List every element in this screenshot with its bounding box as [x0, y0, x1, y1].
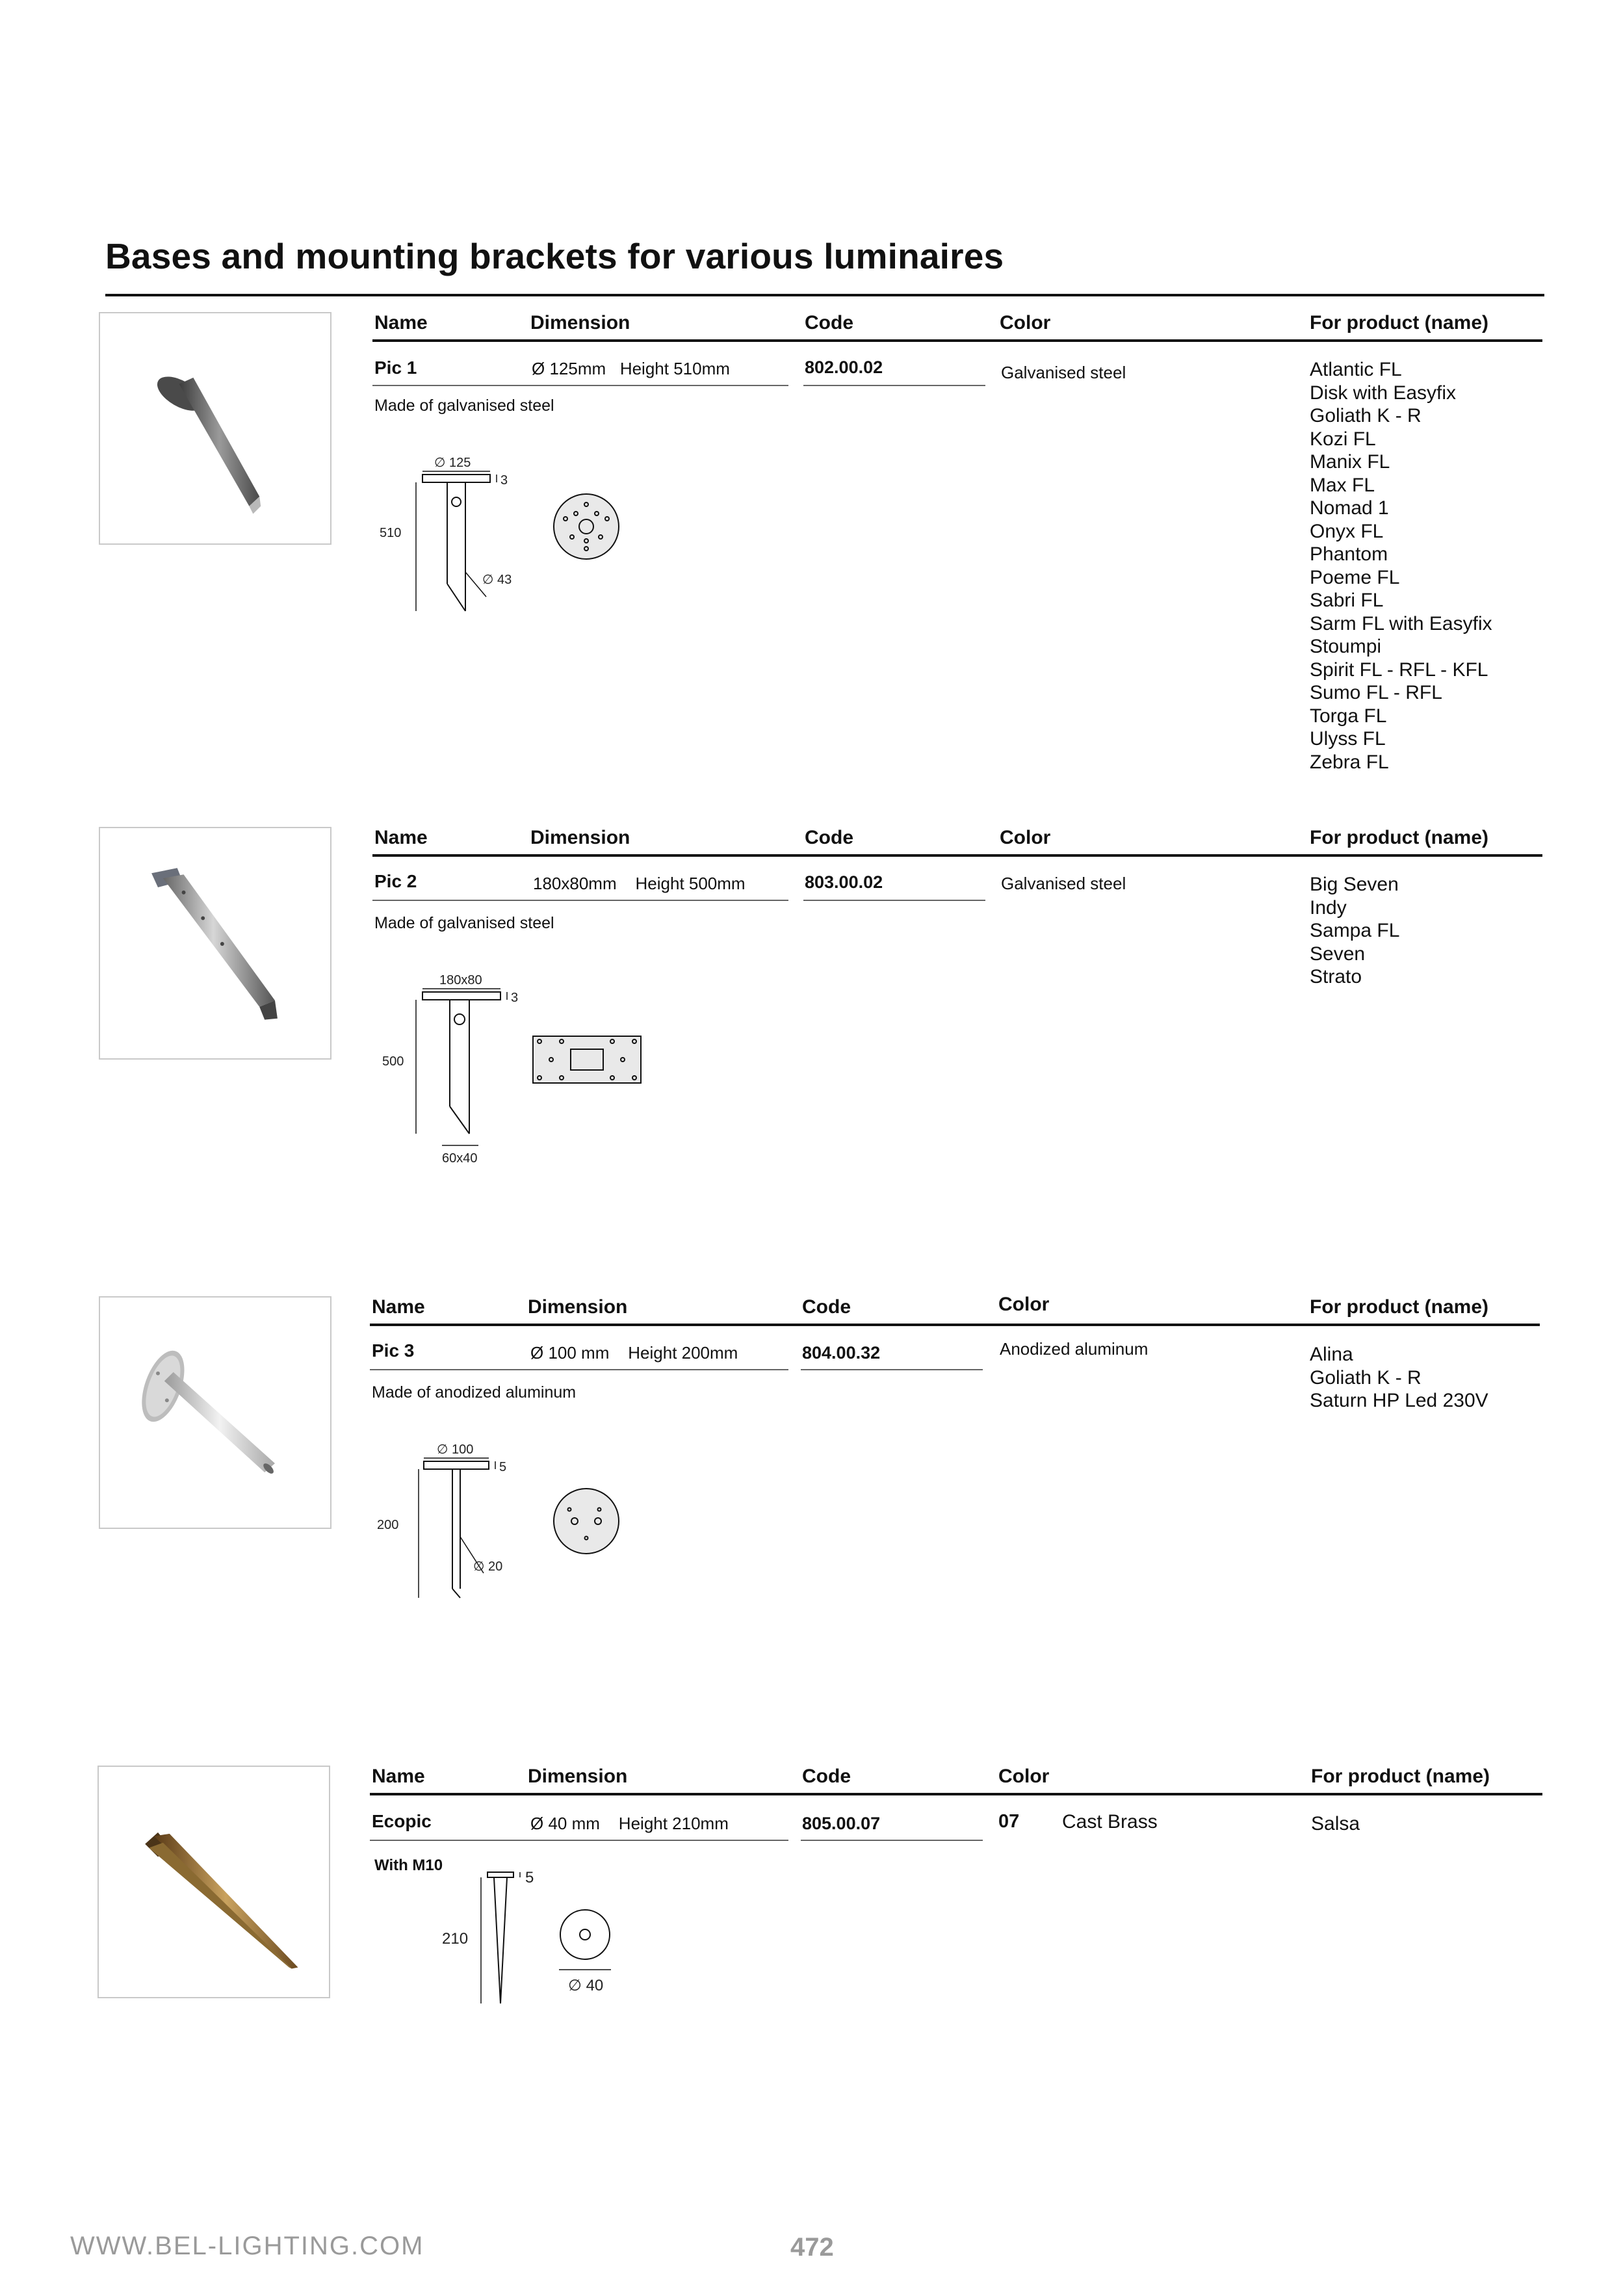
- header-code: Code: [805, 312, 853, 333]
- list-item: Poeme FL: [1310, 566, 1400, 588]
- list-item: Goliath K - R: [1310, 1366, 1422, 1389]
- list-item: Kozi FL: [1310, 428, 1376, 450]
- product-section-pic-1: [0, 312, 1623, 773]
- for-product-list: [1310, 358, 1492, 774]
- dim-height: 500: [382, 1054, 404, 1069]
- header-dimension: Dimension: [530, 827, 630, 848]
- header-color: Color: [1000, 827, 1051, 848]
- code-rule: [803, 385, 985, 386]
- header-rule: [372, 339, 1542, 342]
- product-name: Ecopic: [372, 1811, 432, 1831]
- list-item: Disk with Easyfix: [1310, 382, 1457, 404]
- header-for-product: For product (name): [1311, 1766, 1490, 1787]
- dim-tip-label: ∅ 43: [482, 573, 512, 587]
- list-item: Sumo FL - RFL: [1310, 682, 1442, 703]
- technical-drawing-pic-3: [374, 1433, 686, 1602]
- header-dimension: Dimension: [528, 1296, 628, 1318]
- aluminum-spike-photo: [100, 1298, 330, 1528]
- header-rule: [370, 1793, 1542, 1795]
- for-product-list: [1310, 873, 1399, 989]
- product-code: 803.00.02: [805, 872, 883, 892]
- list-item: Ulyss FL: [1310, 728, 1386, 750]
- list-item: Phantom: [1310, 543, 1388, 565]
- product-color: Cast Brass: [1062, 1811, 1158, 1833]
- list-item: Nomad 1: [1310, 497, 1389, 519]
- product-photo-pic-3: [99, 1296, 331, 1529]
- header-color: Color: [998, 1766, 1050, 1787]
- list-item: Seven: [1310, 943, 1366, 965]
- product-color: Anodized aluminum: [1000, 1339, 1149, 1359]
- header-name: Name: [374, 312, 428, 333]
- header-name: Name: [372, 1766, 425, 1787]
- header-name: Name: [374, 827, 428, 848]
- title-rule: [105, 294, 1544, 296]
- dim-plate-thickness: 5: [525, 1869, 534, 1886]
- product-code: 802.00.02: [805, 358, 883, 377]
- list-item: Big Seven: [1310, 874, 1399, 895]
- list-item: Spirit FL - RFL - KFL: [1310, 659, 1488, 681]
- list-item: Sabri FL: [1310, 590, 1384, 611]
- list-item: Manix FL: [1310, 451, 1390, 473]
- dim-plate-thickness: 3: [500, 473, 508, 488]
- product-code: 805.00.07: [802, 1814, 881, 1833]
- product-section-ecopic: [0, 1766, 1623, 2221]
- list-item: Max FL: [1310, 474, 1375, 496]
- product-photo-pic-1: [99, 312, 331, 545]
- product-section-pic-3: [0, 1296, 1623, 1751]
- technical-drawing-pic-1: [377, 449, 689, 618]
- header-name: Name: [372, 1296, 425, 1318]
- list-item: Torga FL: [1310, 705, 1387, 727]
- product-photo-pic-2: [99, 827, 331, 1060]
- dim-top-label: ∅ 100: [437, 1442, 474, 1457]
- header-for-product: For product (name): [1310, 1296, 1488, 1318]
- list-item: Sarm FL with Easyfix: [1310, 612, 1492, 634]
- dim-top-label: 180x80: [439, 973, 482, 987]
- dim-tip-label: ∅ 40: [568, 1977, 604, 1994]
- square-spike-photo: [100, 828, 330, 1058]
- list-item: Indy: [1310, 896, 1347, 919]
- product-name: Pic 3: [372, 1340, 415, 1361]
- dim-tip-label: 60x40: [442, 1151, 478, 1166]
- list-item: Alina: [1310, 1344, 1353, 1365]
- technical-drawing-ecopic: [429, 1863, 637, 2026]
- code-rule: [803, 900, 985, 901]
- list-item: Zebra FL: [1310, 751, 1389, 773]
- dim-tip-label: ∅ 20: [473, 1559, 503, 1574]
- list-item: Atlantic FL: [1310, 359, 1402, 380]
- product-note: Made of galvanised steel: [374, 397, 554, 415]
- name-dimension-rule: [372, 900, 788, 901]
- name-dimension-rule: [370, 1840, 788, 1841]
- technical-drawing-pic-2: [377, 963, 689, 1171]
- product-section-pic-2: [0, 827, 1623, 1282]
- dim-height: 510: [380, 526, 402, 540]
- header-color: Color: [1000, 312, 1051, 333]
- footer-website: WWW.BEL-LIGHTING.COM: [70, 2232, 424, 2260]
- for-product-list: [1310, 1343, 1488, 1413]
- header-rule: [372, 854, 1542, 857]
- product-code: 804.00.32: [802, 1343, 881, 1363]
- page-title: Bases and mounting brackets for various luminaires: [105, 236, 1004, 276]
- header-dimension: Dimension: [528, 1766, 628, 1787]
- list-item: Strato: [1310, 966, 1362, 987]
- code-rule: [801, 1369, 983, 1370]
- list-item: Onyx FL: [1310, 520, 1384, 542]
- page-number: 472: [790, 2233, 834, 2262]
- name-dimension-rule: [370, 1369, 788, 1370]
- header-color: Color: [998, 1294, 1050, 1315]
- product-dimension: Ø 125mm Height 510mm: [532, 359, 730, 378]
- brass-spike-photo: [99, 1767, 329, 1997]
- header-rule: [370, 1324, 1540, 1326]
- product-name: Pic 2: [374, 871, 417, 891]
- product-dimension: 180x80mm Height 500mm: [533, 874, 746, 893]
- dim-height: 210: [442, 1930, 469, 1948]
- list-item: Saturn HP Led 230V: [1310, 1390, 1488, 1411]
- dim-plate-thickness: 3: [511, 991, 519, 1005]
- list-item: Goliath K - R: [1310, 405, 1422, 426]
- for-product-list: [1311, 1812, 1360, 1836]
- product-dimension: Ø 100 mm Height 200mm: [530, 1343, 738, 1363]
- header-for-product: For product (name): [1310, 827, 1488, 848]
- product-name: Pic 1: [374, 358, 417, 378]
- list-item: Sampa FL: [1310, 920, 1400, 941]
- dim-plate-thickness: 5: [499, 1460, 507, 1474]
- product-note: With M10: [374, 1857, 443, 1874]
- list-item: Stoumpi: [1310, 636, 1382, 657]
- product-dimension: Ø 40 mm Height 210mm: [530, 1814, 729, 1833]
- header-dimension: Dimension: [530, 312, 630, 333]
- product-note: Made of anodized aluminum: [372, 1383, 577, 1402]
- product-color: Galvanised steel: [1001, 874, 1126, 893]
- product-note: Made of galvanised steel: [374, 914, 554, 932]
- list-item: Salsa: [1311, 1813, 1360, 1834]
- header-for-product: For product (name): [1310, 312, 1488, 333]
- galvanised-spike-photo: [100, 313, 330, 543]
- name-dimension-rule: [372, 385, 788, 386]
- dim-top-label: ∅ 125: [434, 456, 471, 470]
- code-rule: [801, 1840, 983, 1841]
- header-code: Code: [802, 1766, 851, 1787]
- dim-height: 200: [377, 1518, 399, 1532]
- header-code: Code: [802, 1296, 851, 1318]
- header-code: Code: [805, 827, 853, 848]
- product-color-code: 07: [998, 1811, 1020, 1832]
- product-photo-ecopic: [97, 1766, 330, 1998]
- product-color: Galvanised steel: [1001, 363, 1126, 382]
